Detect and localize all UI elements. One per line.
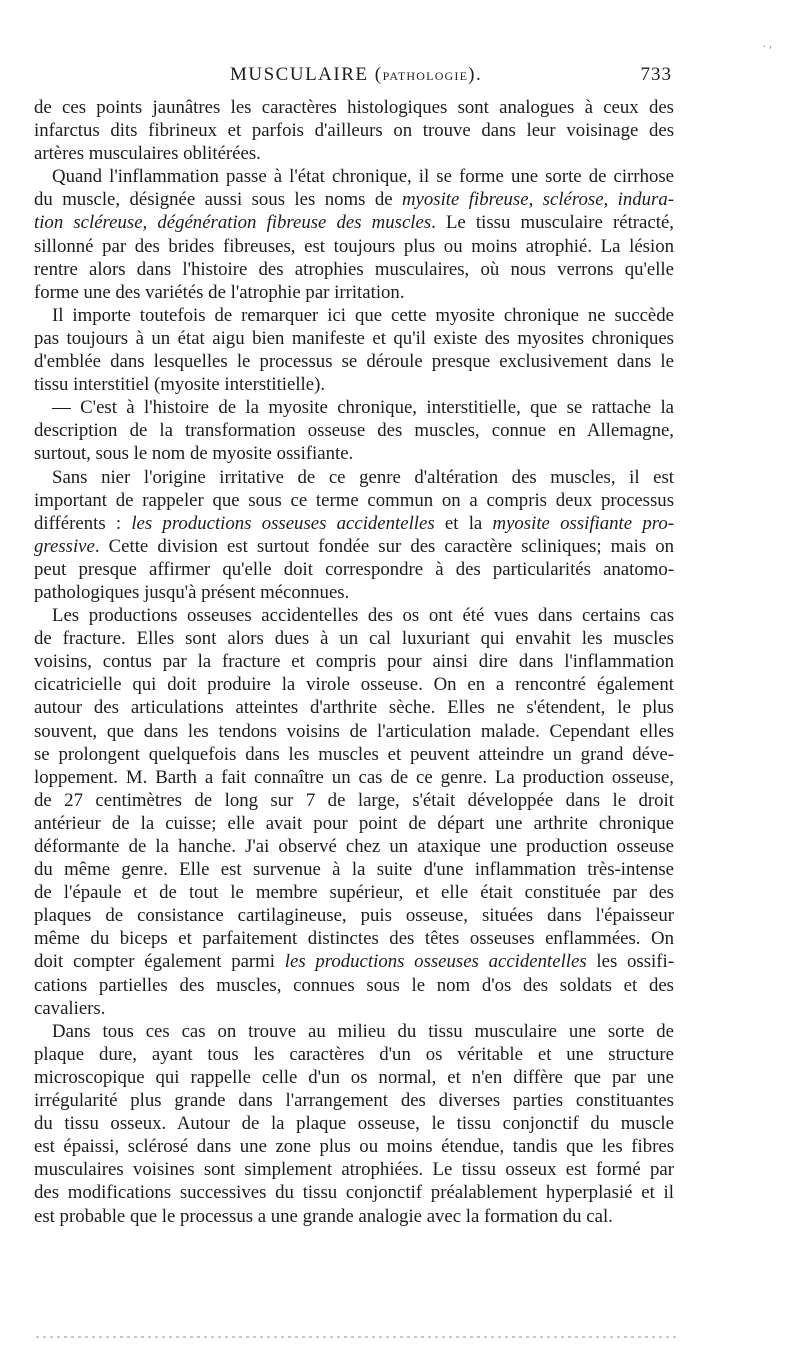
text-line: important de rappeler que sous ce terme commun on a compris deux processus: [34, 489, 674, 511]
body-text: [34, 96, 674, 1228]
text-line: cicatricielle qui doit produire la virole osseuse. On en a rencontré également: [34, 674, 674, 696]
text-line: infarctus dits fibrineux et parfois d'ailleurs on trouve dans leur voisinage des: [34, 120, 674, 142]
text-line: cations partielles des muscles, connues sous le nom d'os des soldats et des: [34, 974, 674, 996]
text-line: même du biceps et parfaitement distinctes des têtes osseuses enflammées. On: [34, 928, 674, 950]
running-title-end: ).: [468, 64, 483, 85]
text-line: Il importe toutefois de remarquer ici que cette myosite chronique ne succède: [52, 304, 674, 326]
text-line: du même genre. Elle est survenue à la suite d'une inflammation très-intense: [34, 859, 674, 881]
text-line: antérieur de la cuisse; elle avait pour point de départ une arthrite chronique: [34, 812, 674, 834]
running-title-subject: PATHOLOGIE: [382, 69, 469, 83]
text-line: tion scléreuse, dégénération fibreuse des muscles. Le tissu musculaire rétracté,: [34, 212, 674, 234]
text-line: irrégularité plus grande dans l'arrangement des diverses parties constituantes: [34, 1090, 674, 1112]
text-line: description de la transformation osseuse des muscles, connue en Allemagne,: [34, 420, 674, 442]
text-line: Dans tous ces cas on trouve au milieu du tissu musculaire une sorte de: [52, 1020, 674, 1042]
text-line: se prolongent quelquefois dans les muscles et peuvent atteindre un grand déve-: [34, 743, 674, 765]
text-line: Quand l'inflammation passe à l'état chronique, il se forme une sorte de cirrhose: [52, 166, 674, 188]
text-line: autour des articulations atteintes d'arthrite sèche. Elles ne s'étendent, le plus: [34, 697, 674, 719]
running-title-main: MUSCULAIRE (: [230, 64, 383, 85]
page-number: 733: [640, 64, 672, 85]
text-line: gressive. Cette division est surtout fondée sur des caractère scliniques; mais on: [34, 535, 674, 557]
text-line: plaques de consistance cartilagineuse, puis osseuse, situées dans l'épaisseur: [34, 905, 674, 927]
text-line: du tissu osseux. Autour de la plaque osseuse, le tissu conjonctif du muscle: [34, 1113, 674, 1135]
text-line: artères musculaires oblitérées.: [34, 143, 261, 165]
text-line: microscopique qui rappelle celle d'un os normal, et n'en diffère que par une: [34, 1066, 674, 1088]
text-line: Les productions osseuses accidentelles des os ont été vues dans certains cas: [52, 605, 674, 627]
text-line: surtout, sous le nom de myosite ossifiante.: [34, 443, 354, 465]
text-line: Sans nier l'origine irritative de ce genre d'altération des muscles, il est: [52, 466, 674, 488]
text-line: rentre alors dans l'histoire des atrophies musculaires, où nous verrons qu'elle: [34, 258, 674, 280]
text-line: doit compter également parmi les productions osseuses accidentelles les ossifi-: [34, 951, 674, 973]
text-line: du muscle, désignée aussi sous les noms de myosite fibreuse, sclérose, indura-: [34, 189, 674, 211]
text-line: loppement. M. Barth a fait connaître un cas de ce genre. La production osseuse,: [34, 766, 674, 788]
text-line: de fracture. Elles sont alors dues à un cal luxuriant qui envahit les muscles: [34, 628, 674, 650]
text-line: musculaires voisines sont simplement atrophiées. Le tissu osseux est formé par: [34, 1159, 674, 1181]
text-line: cavaliers.: [34, 997, 106, 1019]
text-line: peut presque affirmer qu'elle doit correspondre à des particularités anatomo-: [34, 558, 674, 580]
text-line: tissu interstitiel (myosite interstitielle).: [34, 374, 326, 396]
text-line: est épaissi, sclérosé dans une zone plus ou moins étendue, tandis que les fibres: [34, 1136, 674, 1158]
corner-speck-mark: . ,: [763, 36, 772, 50]
text-line: souvent, que dans les tendons voisins de l'articulation malade. Cependant elles: [34, 720, 674, 742]
running-title: [230, 64, 482, 86]
text-line: de 27 centimètres de long sur 7 de large, s'était développée dans le droit: [34, 789, 674, 811]
text-line: pathologiques jusqu'à présent méconnues.: [34, 581, 350, 603]
text-line: est probable que le processus a une grande analogie avec la formation du cal.: [34, 1205, 613, 1227]
text-line: sillonné par des brides fibreuses, est toujours plus ou moins atrophié. La lésion: [34, 235, 674, 257]
text-line: de l'épaule et de tout le membre supérieur, et elle était constituée par des: [34, 882, 674, 904]
text-line: forme une des variétés de l'atrophie par irritation.: [34, 281, 405, 303]
text-line: des modifications successives du tissu conjonctif préalablement hyperplasié et il: [34, 1182, 674, 1204]
text-line: différents : les productions osseuses accidentelles et la myosite ossifiante pro-: [34, 512, 674, 534]
running-header: [34, 64, 672, 90]
text-line: de ces points jaunâtres les caractères histologiques sont analogues à ceux des: [34, 97, 674, 118]
footer-dotted-rule: [36, 1336, 680, 1338]
text-line: — C'est à l'histoire de la myosite chronique, interstitielle, que se rattache la: [52, 397, 674, 419]
text-line: d'emblée dans lesquelles le processus se déroule presque exclusivement dans le: [34, 351, 674, 373]
text-line: déformante de la hanche. J'ai observé chez un ataxique une production osseuse: [34, 836, 674, 857]
text-line: pas toujours à un état aigu bien manifeste et qu'il existe des myosites chroniques: [34, 327, 674, 349]
text-line: plaque dure, ayant tous les caractères d'un os véritable et une structure: [34, 1043, 674, 1065]
text-line: voisins, contus par la fracture et compris pour ainsi dire dans l'inflammation: [34, 651, 674, 673]
